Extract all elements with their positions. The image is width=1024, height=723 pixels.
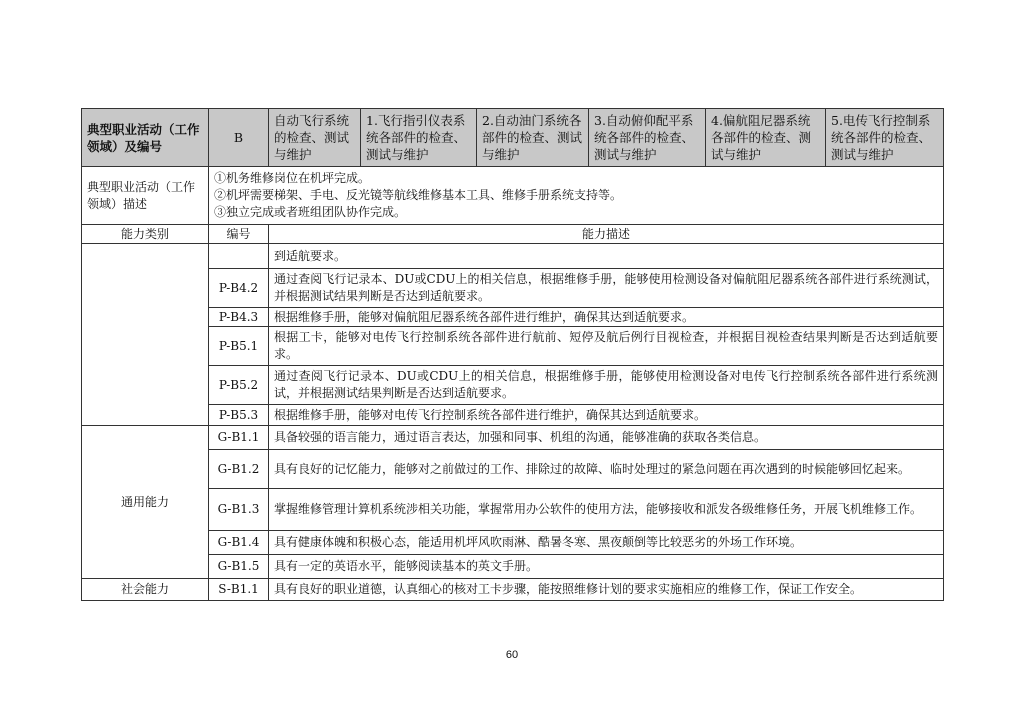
row-description: 具有健康体魄和积极心态，能适用机坪风吹雨淋、酷暑冬寒、黑夜颠倒等比较恶劣的外场工作环境。 [269, 531, 944, 555]
row-description: 具有一定的英语水平，能够阅读基本的英文手册。 [269, 555, 944, 579]
table-row [82, 426, 944, 450]
header-item-2: 2.自动油门系统各部件的检查、测试与维护 [477, 109, 589, 167]
table-row [82, 531, 944, 555]
description-row [82, 167, 944, 225]
description-line: ③独立完成或者班组团队协作完成。 [214, 205, 407, 219]
row-description: 根据维修手册，能够对电传飞行控制系统各部件进行维护，确保其达到适航要求。 [269, 405, 944, 426]
category-cell-general: 通用能力 [82, 426, 209, 579]
row-code [209, 244, 269, 269]
competency-table [81, 108, 944, 601]
code-column-header: 编号 [209, 225, 269, 244]
page-number: 60 [505, 649, 519, 661]
row-code: P-B5.3 [209, 405, 269, 426]
activity-label: 典型职业活动（工作领域）及编号 [82, 109, 209, 167]
row-code: G-B1.2 [209, 450, 269, 489]
field-title: 自动飞行系统的检查、测试与维护 [269, 109, 361, 167]
row-description: 具备较强的语言能力，通过语言表达，加强和同事、机组的沟通，能够准确的获取各类信息。 [269, 426, 944, 450]
header-row [82, 109, 944, 167]
table-row [82, 308, 944, 327]
description-line: ①机务维修岗位在机坪完成。 [214, 171, 371, 185]
row-code: P-B4.3 [209, 308, 269, 327]
row-description: 通过查阅飞行记录本、DU或CDU上的相关信息，根据维修手册，能够使用检测设备对偏航阻尼器系统各部件进行系统测试，并根据测试结果判断是否达到适航要求。 [269, 269, 944, 308]
header-item-4: 4.偏航阻尼器系统各部件的检查、测试与维护 [706, 109, 826, 167]
table-row [82, 405, 944, 426]
row-description: 根据维修手册，能够对偏航阻尼器系统各部件进行维护，确保其达到适航要求。 [269, 308, 944, 327]
category-cell-social: 社会能力 [82, 579, 209, 601]
activity-code: B [209, 109, 269, 167]
row-description: 具有良好的记忆能力，能够对之前做过的工作、排除过的故障、临时处理过的紧急问题在再次遇到的时候能够回忆起来。 [269, 450, 944, 489]
row-description: 根据工卡，能够对电传飞行控制系统各部件进行航前、短停及航后例行目视检查，并根据目视检查结果判断是否达到适航要求。 [269, 327, 944, 366]
row-description: 通过查阅飞行记录本、DU或CDU上的相关信息，根据维修手册，能够使用检测设备对电传飞行控制系统各部件进行系统测试，并根据测试结果判断是否达到适航要求。 [269, 366, 944, 405]
category-cell-professional [82, 244, 209, 426]
row-code: G-B1.4 [209, 531, 269, 555]
category-column-header: 能力类别 [82, 225, 209, 244]
description-label: 典型职业活动（工作领域）描述 [82, 167, 209, 225]
description-content [209, 167, 944, 225]
table-row [82, 489, 944, 531]
row-code: P-B5.2 [209, 366, 269, 405]
header-item-1: 1.飞行指引仪表系统各部件的检查、测试与维护 [361, 109, 477, 167]
table-row [82, 555, 944, 579]
row-code: G-B1.1 [209, 426, 269, 450]
row-code: G-B1.3 [209, 489, 269, 531]
row-description: 掌握维修管理计算机系统涉相关功能，掌握常用办公软件的使用方法，能够接收和派发各级维修任务，开展飞机维修工作。 [269, 489, 944, 531]
table-row [82, 269, 944, 308]
table-row [82, 366, 944, 405]
description-column-header: 能力描述 [269, 225, 944, 244]
table-row [82, 327, 944, 366]
row-code: P-B5.1 [209, 327, 269, 366]
row-code: P-B4.2 [209, 269, 269, 308]
row-code: G-B1.5 [209, 555, 269, 579]
description-line: ②机坪需要梯架、手电、反光镜等航线维修基本工具、维修手册系统支持等。 [214, 188, 623, 202]
table-row [82, 244, 944, 269]
header-item-5: 5.电传飞行控制系统各部件的检查、测试与维护 [826, 109, 944, 167]
table-row [82, 450, 944, 489]
row-description: 具有良好的职业道德，认真细心的核对工卡步骤，能按照维修计划的要求实施相应的维修工作，保证工作安全。 [269, 579, 944, 601]
header-item-3: 3.自动俯仰配平系统各部件的检查、测试与维护 [589, 109, 706, 167]
row-code: S-B1.1 [209, 579, 269, 601]
table-row [82, 579, 944, 601]
column-header-row [82, 225, 944, 244]
row-description: 到适航要求。 [269, 244, 944, 269]
